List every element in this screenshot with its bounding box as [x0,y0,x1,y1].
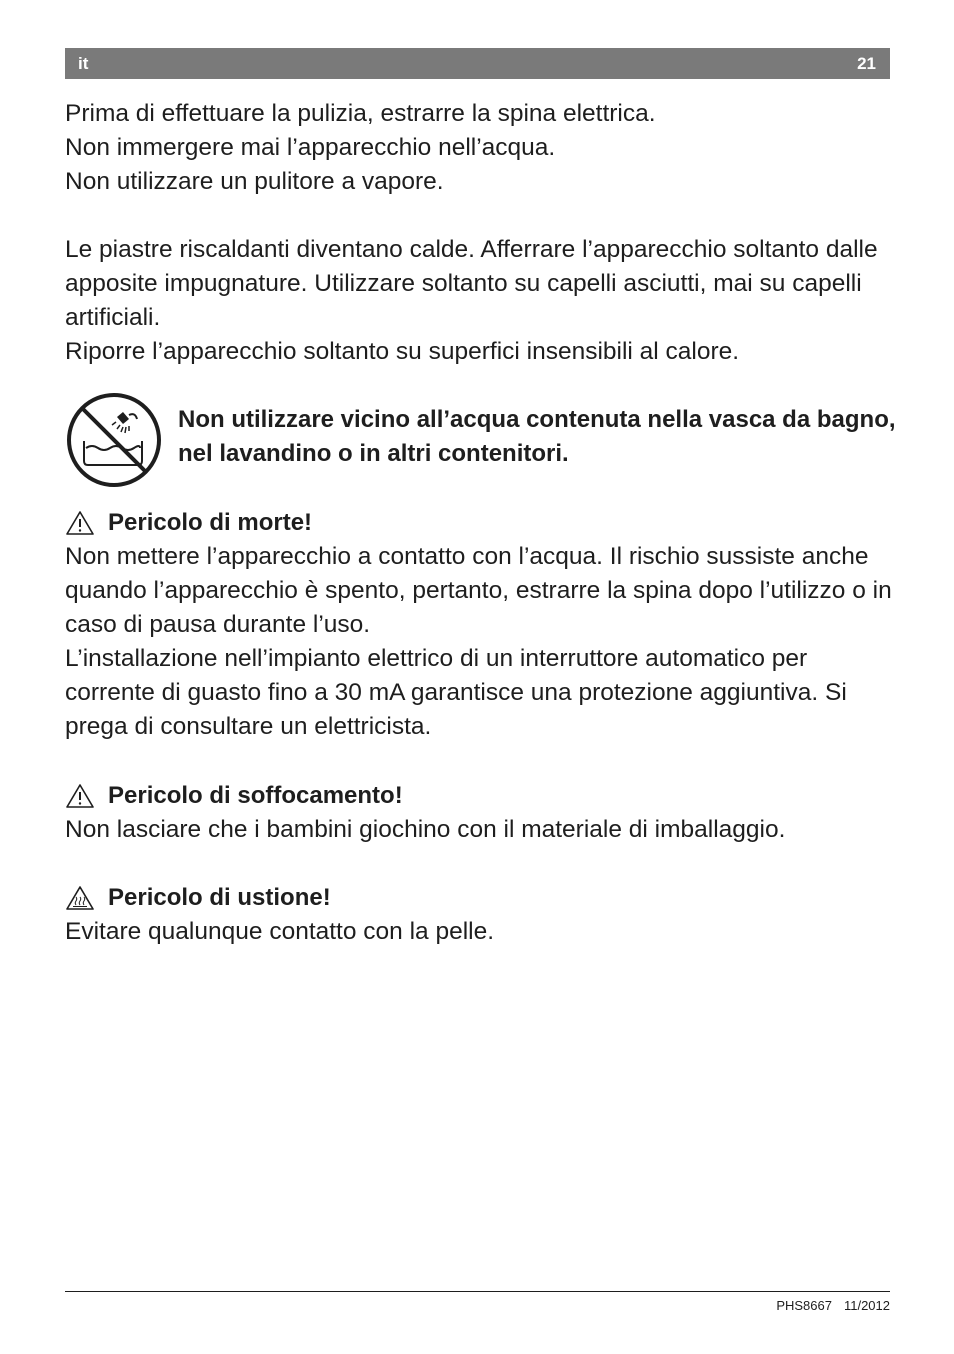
footer [776,1298,890,1313]
danger-suffocation-text: Non lasciare che i bambini giochino con il materiale di imballaggio. [65,816,786,843]
danger-death-paragraph: Non mettere l’apparecchio a contatto con l’acqua. Il rischio sussiste anche quando l’apparecchio è spento, pertanto, estrarre la spina dopo l’utilizzo o in caso di pausa durante l’uso. [65,543,892,638]
cleaning-line: Non utilizzare un pulitore a vapore. [65,168,444,195]
heat-notice-paragraph: Le piastre riscaldanti diventano calde. Afferrare l’apparecchio soltanto dalle apposite impugnature. Utilizzare soltanto su capelli asciutti, mai su capelli artificiali. [65,236,878,331]
warning-triangle-icon [65,783,95,809]
hot-surface-warning-icon [65,885,95,911]
danger-suffocation-body [65,813,895,847]
footer-divider [65,1291,890,1292]
danger-suffocation-title: Pericolo di soffocamento! [108,782,403,809]
danger-burn-title: Pericolo di ustione! [108,884,331,911]
danger-suffocation-heading [65,779,403,813]
cleaning-instructions [65,97,895,199]
language-code: it [78,54,89,73]
no-water-near-bath-icon [65,391,163,489]
page-header-bar [65,48,890,79]
publication-date: 11/2012 [843,1298,890,1313]
danger-death-paragraph: L’installazione nell’impianto elettrico di un interruttore automatico per corrente di guasto fino a 30 mA garantisce una protezione aggiuntiva. Si prega di consultare un elettricista. [65,645,847,740]
model-number: PHS8667 [776,1298,832,1313]
heat-notice-paragraph: Riporre l’apparecchio soltanto su superfici insensibili al calore. [65,338,740,365]
danger-death-body [65,540,895,744]
cleaning-line: Non immergere mai l’apparecchio nell’acqua. [65,134,556,161]
cleaning-line: Prima di effettuare la pulizia, estrarre la spina elettrica. [65,100,656,127]
water-warning-text: Non utilizzare vicino all’acqua contenuta nella vasca da bagno, nel lavandino o in altri contenitori. [178,406,896,467]
danger-death-title: Pericolo di morte! [108,509,313,536]
danger-burn-heading [65,881,331,915]
danger-burn-body [65,915,895,949]
danger-burn-text: Evitare qualunque contatto con la pelle. [65,918,495,945]
heat-notice [65,233,895,369]
page-number: 21 [857,54,876,73]
danger-death-heading [65,506,312,540]
warning-triangle-icon [65,510,95,536]
